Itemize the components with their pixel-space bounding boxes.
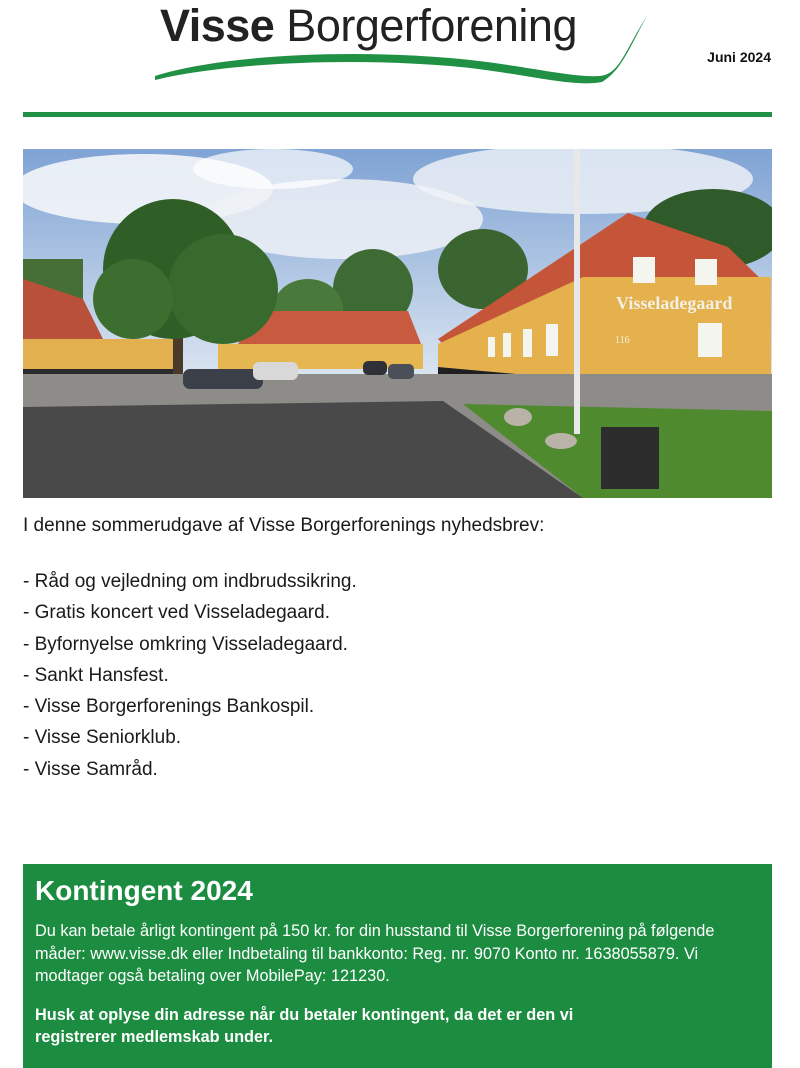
logo-swoosh-graphic [150,0,660,90]
topics-list [23,566,357,785]
masthead-logo [150,0,660,90]
list-item: - Visse Samråd. [23,758,158,780]
logo-bold-text: Visse [160,0,275,51]
building-sign: Visseladegaard [616,293,733,313]
list-item: - Sankt Hansfest. [23,664,169,686]
membership-note: Husk at oplyse din adresse når du betaler kontingent, da det er den vi registrerer medlemskab under. [35,1005,574,1046]
membership-title: Kontingent 2024 [35,875,253,906]
visseladegaard-photo [23,149,772,498]
list-item: - Råd og vejledning om indbrudssikring. [23,571,357,592]
logo-rest-text: Borgerforening [274,0,577,51]
intro-text: I denne sommerudgave af Visse Borgerforenings nyhedsbrev: [23,515,545,536]
list-item: - Byfornyelse omkring Visseladegaard. [23,633,348,655]
membership-panel [23,864,772,1068]
list-item: - Visse Borgerforenings Bankospil. [23,696,315,718]
list-item: - Visse Seniorklub. [23,727,182,749]
header-divider [23,112,772,117]
membership-body: Du kan betale årligt kontingent på 150 kr. for din husstand til Visse Borgerforening på følgende måder: www.visse.dk eller Indbetaling til bankkonto: Reg. nr. 9070 Konto nr. 1638055879. Vi modtager også betaling over MobilePay: 121230. [35,922,715,985]
house-number-sign: 116 [615,335,630,346]
issue-date: Juni 2024 [707,49,771,65]
list-item: - Gratis koncert ved Visseladegaard. [23,602,330,624]
